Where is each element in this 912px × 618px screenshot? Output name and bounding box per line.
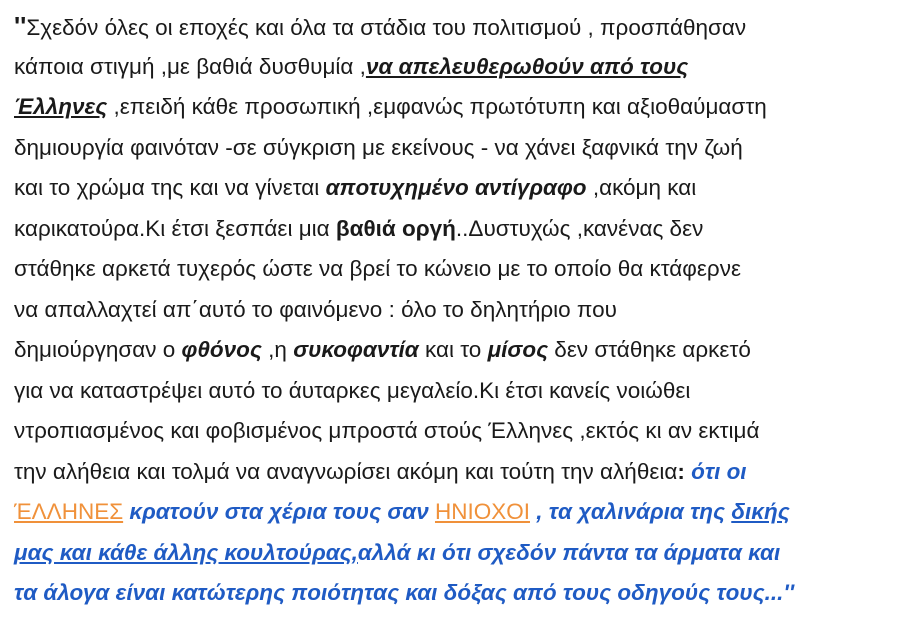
text-line (14, 411, 904, 452)
text-line (14, 249, 904, 290)
text-line (14, 209, 904, 250)
text-run: ντροπιασμένος και φοβισμένος μπροστά στούς Έλληνες ,εκτός κι αν εκτιμά (14, 418, 760, 443)
text-line (14, 290, 904, 331)
highlighted-phrase: αλλά κι ότι σχεδόν πάντα τα άρματα και (357, 539, 781, 565)
text-run: Σχεδόν όλες οι εποχές και όλα τα στάδια του πολιτισμού , προσπάθησαν (26, 15, 747, 40)
emphasis-phrase: Έλληνες (14, 94, 108, 119)
emphasis-phrase: αποτυχημένο αντίγραφο (325, 175, 587, 200)
text-run: καρικατούρα.Κι έτσι ξεσπάει μια (14, 215, 336, 241)
text-run: δημιουργία φαινόταν -σε σύγκριση με εκείνους - να χάνει ξαφνικά την ζωή (14, 134, 743, 160)
opening-quote-mark: '' (14, 11, 27, 41)
highlighted-phrase: τα άλογα είναι κατώτερης ποιότητας και δόξας από τους οδηγούς τους...'' (14, 580, 795, 605)
emphasis-word: συκοφαντία (293, 337, 419, 362)
text-line (14, 168, 904, 209)
text-run: δημιούργησαν ο (14, 337, 182, 362)
text-run: για να καταστρέψει αυτό το άυταρκες μεγαλείο.Κι έτσι κανείς νοιώθει (14, 377, 691, 403)
text-run: ,ακόμη και (586, 175, 697, 200)
text-run: και το (418, 337, 488, 362)
text-run: δεν στάθηκε αρκετό (548, 337, 751, 362)
text-run: ,επειδή κάθε προσωπική ,εμφανώς πρωτότυπη και αξιοθαύμαστη (107, 94, 767, 119)
quote-document (14, 6, 904, 614)
text-line (14, 330, 904, 371)
text-line (14, 47, 904, 88)
text-line (14, 128, 904, 169)
highlighted-phrase: μας και κάθε άλλης κουλτούρας, (14, 539, 358, 565)
highlighted-phrase: δικής (731, 499, 790, 524)
emphasis-phrase: να απελευθερωθούν από τους (365, 53, 689, 79)
text-run: την αλήθεια και τολμά να αναγνωρίσει ακόμη και τούτη την αλήθεια (14, 458, 678, 484)
text-line (14, 6, 904, 47)
highlighted-word: ΈΛΛΗΝΕΣ (14, 499, 124, 524)
highlighted-phrase: ότι οι (684, 458, 747, 484)
text-run: ..Δυστυχώς ,κανένας δεν (455, 215, 704, 241)
text-line (14, 533, 904, 574)
text-line (14, 452, 904, 493)
highlighted-phrase: κρατούν στα χέρια τους σαν (123, 499, 435, 524)
text-run: ,η (261, 337, 294, 362)
text-run: στάθηκε αρκετά τυχερός ώστε να βρεί το κώνειο με το οποίο θα κτάφερνε (14, 256, 742, 281)
text-run: και το χρώμα της και να γίνεται (14, 175, 326, 200)
emphasis-word: φθόνος (181, 337, 262, 362)
emphasis-phrase: βαθιά οργή (335, 215, 456, 241)
emphasis-word: μίσος (487, 337, 549, 362)
text-line (14, 87, 904, 128)
text-line (14, 492, 904, 533)
highlighted-phrase: , τα χαλινάρια της (530, 499, 732, 524)
text-run: να απαλλαχτεί απ΄αυτό το φαινόμενο : όλο το δηλητήριο που (14, 296, 617, 322)
highlighted-word: ΗΝΙΟΧΟΙ (434, 499, 530, 524)
text-line (14, 371, 904, 412)
text-run: κάποια στιγμή ,με βαθιά δυσθυμία , (14, 53, 366, 79)
text-run: : (677, 458, 685, 484)
text-line (14, 573, 904, 614)
